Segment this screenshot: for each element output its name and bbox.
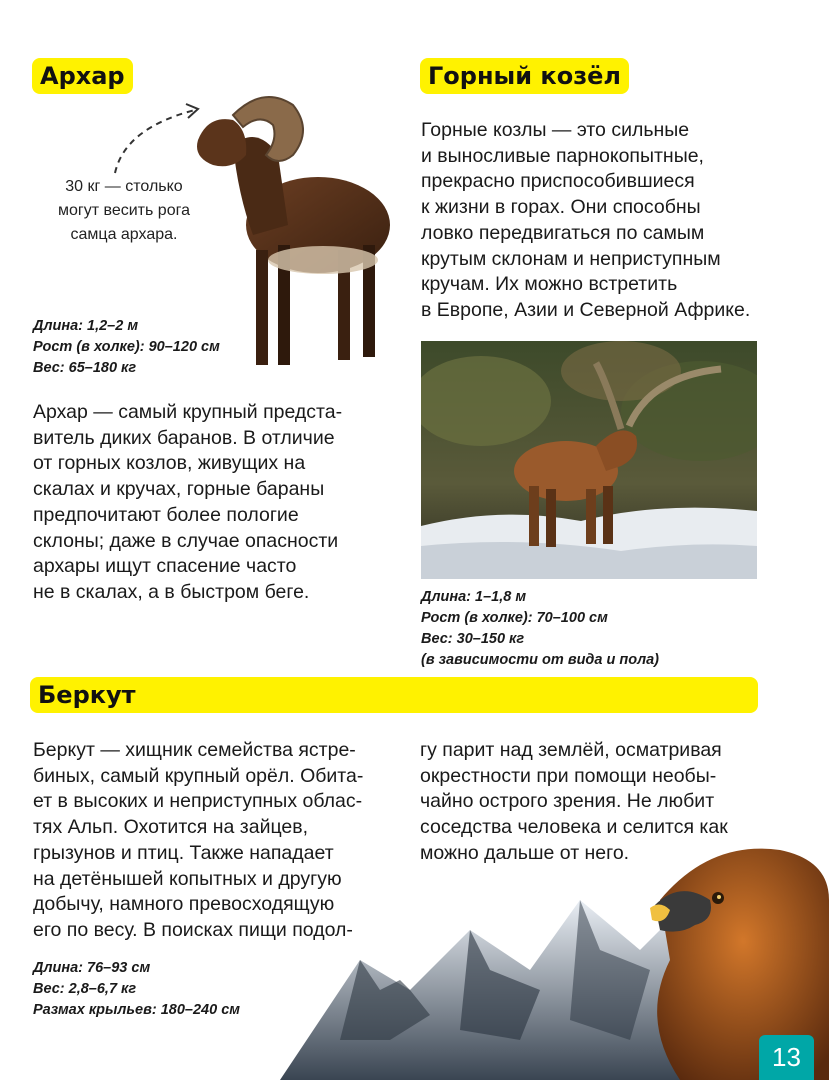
stat-length: Длина: 76–93 см: [33, 960, 151, 976]
text-line: ловко передвигаться по самым: [421, 221, 705, 244]
golden-eagle-stats: [33, 958, 313, 1021]
text-line: можно дальше от него.: [420, 841, 630, 864]
text-line: крутым склонам и неприступным: [421, 247, 721, 270]
stat-length: Длина: 1,2–2 м: [33, 318, 139, 334]
stat-weight: Вес: 65–180 кг: [33, 360, 137, 376]
golden-eagle-description-col2: [420, 738, 760, 867]
text-line: тях Альп. Охотится на зайцев,: [33, 816, 309, 839]
arkhar-horn-caption: [34, 175, 214, 247]
caption-line: самца архара.: [70, 226, 178, 243]
heading-arkhar: Архар: [32, 58, 133, 94]
text-line: предпочитают более пологие: [33, 503, 299, 526]
arkhar-stats: [33, 316, 293, 379]
text-line: кручам. Их можно встретить: [421, 273, 678, 296]
text-line: грызунов и птиц. Также нападает: [33, 841, 334, 864]
page-number: 13: [759, 1035, 814, 1080]
text-line: в Европе, Азии и Северной Африке.: [421, 298, 751, 321]
text-line: склоны; даже в случае опасности: [33, 529, 339, 552]
text-line: Горные козлы — это сильные: [421, 119, 690, 141]
text-line: скалах и кручах, горные бараны: [33, 478, 325, 501]
dashed-arrow-pointer: [100, 98, 210, 178]
text-line: его по весу. В поисках пищи подол-: [33, 918, 353, 941]
stat-height: Рост (в холке): 70–100 см: [421, 610, 608, 626]
text-line: и выносливые парнокопытные,: [421, 144, 704, 167]
text-line: гу парит над землёй, осматривая: [420, 739, 722, 761]
stat-weight: Вес: 2,8–6,7 кг: [33, 981, 137, 997]
caption-line: могут весить рога: [58, 202, 190, 219]
text-line: Архар — самый крупный предста-: [33, 401, 343, 423]
heading-mountain-goat: Горный козёл: [420, 58, 629, 94]
text-line: прекрасно приспособившиеся: [421, 170, 695, 193]
text-line: архары ищут спасение часто: [33, 555, 297, 578]
text-line: витель диких баранов. В отличие: [33, 426, 335, 449]
text-line: ет в высоких и неприступных облас-: [33, 790, 363, 813]
golden-eagle-description-col1: [33, 738, 373, 944]
stat-length: Длина: 1–1,8 м: [421, 589, 527, 605]
arkhar-description: [33, 400, 373, 606]
mountain-goat-stats: [421, 587, 721, 671]
ibex-photo: [421, 341, 757, 579]
text-line: окрестности при помощи необы-: [420, 764, 717, 787]
text-line: добычу, намного превосходящую: [33, 893, 335, 916]
stat-note: (в зависимости от вида и пола): [421, 652, 660, 668]
text-line: соседства человека и селится как: [420, 816, 728, 839]
stat-height: Рост (в холке): 90–120 см: [33, 339, 220, 355]
text-line: Беркут — хищник семейства ястре-: [33, 739, 356, 761]
stat-weight: Вес: 30–150 кг: [421, 631, 525, 647]
text-line: от горных козлов, живущих на: [33, 452, 306, 475]
heading-golden-eagle: Беркут: [30, 677, 758, 713]
text-line: не в скалах, а в быстром беге.: [33, 580, 310, 603]
text-line: к жизни в горах. Они способны: [421, 196, 701, 219]
text-line: на детёнышей копытных и другую: [33, 867, 342, 890]
mountain-goat-description: [421, 118, 761, 324]
text-line: биных, самый крупный орёл. Обита-: [33, 764, 364, 787]
stat-wingspan: Размах крыльев: 180–240 см: [33, 1002, 240, 1018]
caption-line: 30 кг — столько: [65, 178, 183, 195]
text-line: чайно острого зрения. Не любит: [420, 790, 715, 813]
